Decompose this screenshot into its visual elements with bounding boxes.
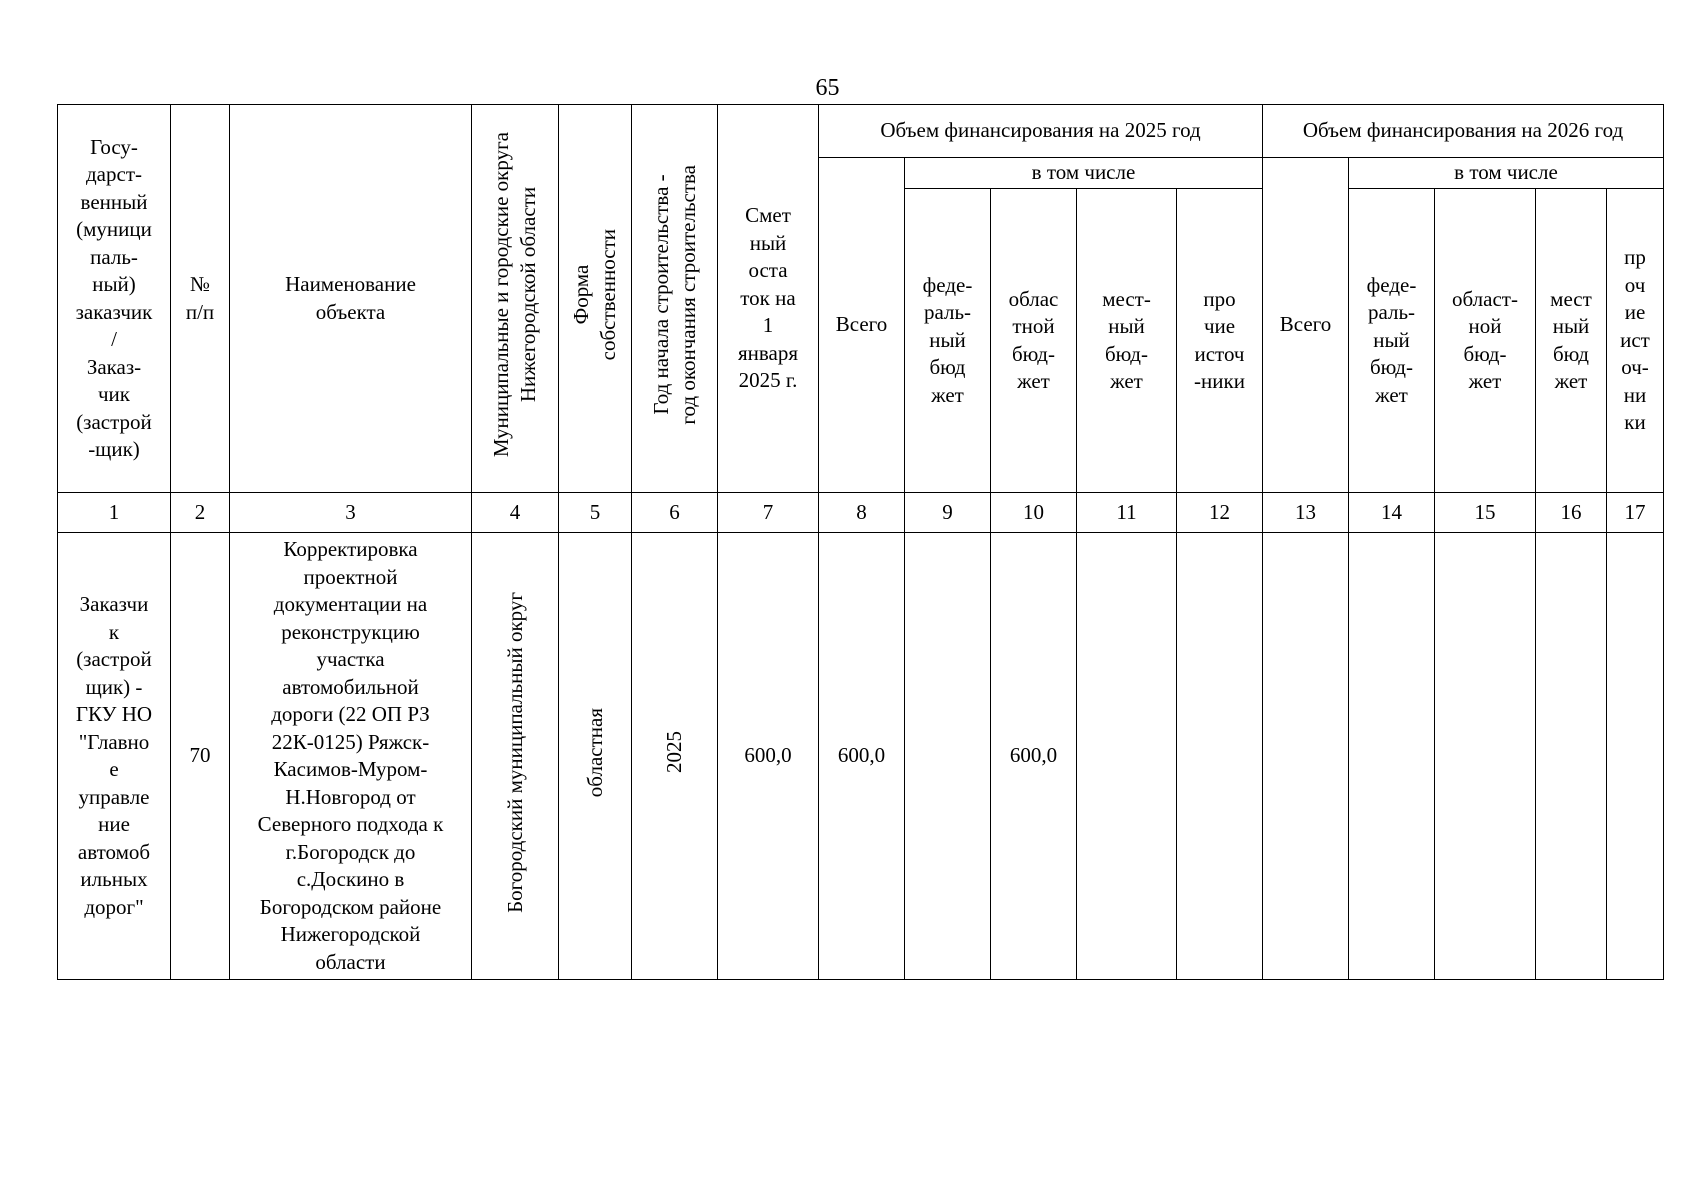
header-districts bbox=[472, 105, 559, 493]
column-number: 8 bbox=[819, 493, 905, 533]
column-number: 4 bbox=[472, 493, 559, 533]
header-including-2026: в том числе bbox=[1349, 158, 1664, 189]
header-financing-2025: Объем финансирования на 2025 год bbox=[819, 105, 1263, 158]
cell-customer: Заказчи к (застрой щик) - ГКУ НО "Главно е управле ние автомоб ильных дорог" bbox=[58, 533, 171, 980]
cell-district bbox=[472, 533, 559, 980]
cell-years-text: 2025 bbox=[662, 731, 686, 774]
column-number: 15 bbox=[1435, 493, 1536, 533]
header-federal-2025: феде- раль- ный бюд жет bbox=[905, 189, 991, 493]
column-number: 5 bbox=[559, 493, 632, 533]
cell-ownership bbox=[559, 533, 632, 980]
cell-ownership-text: областная bbox=[582, 707, 607, 797]
column-number: 9 bbox=[905, 493, 991, 533]
column-number: 13 bbox=[1263, 493, 1349, 533]
header-total-2026: Всего bbox=[1263, 158, 1349, 493]
column-number: 2 bbox=[171, 493, 230, 533]
header-customer: Госу- дарст- венный (муници паль- ный) заказчик / Заказ- чик (застрой -щик) bbox=[58, 105, 171, 493]
header-districts-text: Муниципальные и городские округа Нижегородской области bbox=[489, 132, 540, 458]
header-other-2025: про чие источ -ники bbox=[1177, 189, 1263, 493]
cell-total-2025: 600,0 bbox=[819, 533, 905, 980]
cell-federal-2025 bbox=[905, 533, 991, 980]
header-estimate-balance: Смет ный оста ток на 1 января 2025 г. bbox=[718, 105, 819, 493]
cell-local-2026 bbox=[1536, 533, 1607, 980]
cell-other-2026 bbox=[1607, 533, 1664, 980]
cell-other-2025 bbox=[1177, 533, 1263, 980]
header-local-2025: мест- ный бюд- жет bbox=[1077, 189, 1177, 493]
header-years bbox=[632, 105, 718, 493]
cell-total-2026 bbox=[1263, 533, 1349, 980]
header-ownership bbox=[559, 105, 632, 493]
cell-estimate-balance: 600,0 bbox=[718, 533, 819, 980]
column-number: 1 bbox=[58, 493, 171, 533]
column-number: 6 bbox=[632, 493, 718, 533]
page-number: 65 bbox=[815, 75, 840, 101]
cell-object-name: Корректировка проектной документации на реконструкцию участка автомобильной дороги (22 ОП РЗ 22К-0125) Ряжск- Касимов-Муром- Н.Новгород от Северного подхода к г.Богородск до с.Доскино в Богородском районе Нижегородской области bbox=[230, 533, 472, 980]
column-number: 10 bbox=[991, 493, 1077, 533]
header-including-2025: в том числе bbox=[905, 158, 1263, 189]
cell-regional-2026 bbox=[1435, 533, 1536, 980]
column-number: 3 bbox=[230, 493, 472, 533]
column-number: 12 bbox=[1177, 493, 1263, 533]
header-federal-2026: феде- раль- ный бюд- жет bbox=[1349, 189, 1435, 493]
header-regional-2025: облас тной бюд- жет bbox=[991, 189, 1077, 493]
header-number: № п/п bbox=[171, 105, 230, 493]
table-row bbox=[58, 533, 1664, 980]
column-number: 16 bbox=[1536, 493, 1607, 533]
cell-district-text: Богородский муниципальный округ bbox=[502, 591, 527, 913]
cell-number: 70 bbox=[171, 533, 230, 980]
cell-local-2025 bbox=[1077, 533, 1177, 980]
column-number: 17 bbox=[1607, 493, 1664, 533]
column-number: 11 bbox=[1077, 493, 1177, 533]
cell-federal-2026 bbox=[1349, 533, 1435, 980]
header-financing-2026: Объем финансирования на 2026 год bbox=[1263, 105, 1664, 158]
header-other-2026: пр оч ие ист оч- ни ки bbox=[1607, 189, 1664, 493]
header-object-name: Наименование объекта bbox=[230, 105, 472, 493]
header-years-text: Год начала строительства - год окончания строительства bbox=[648, 164, 700, 425]
header-local-2026: мест ный бюд жет bbox=[1536, 189, 1607, 493]
header-regional-2026: област- ной бюд- жет bbox=[1435, 189, 1536, 493]
column-number-row bbox=[58, 493, 1664, 533]
cell-years bbox=[632, 533, 718, 980]
financing-table bbox=[57, 104, 1664, 980]
header-ownership-text: Форма собственности bbox=[569, 229, 620, 361]
column-number: 14 bbox=[1349, 493, 1435, 533]
header-row-1 bbox=[58, 105, 1664, 158]
column-number: 7 bbox=[718, 493, 819, 533]
cell-regional-2025: 600,0 bbox=[991, 533, 1077, 980]
header-total-2025: Всего bbox=[819, 158, 905, 493]
